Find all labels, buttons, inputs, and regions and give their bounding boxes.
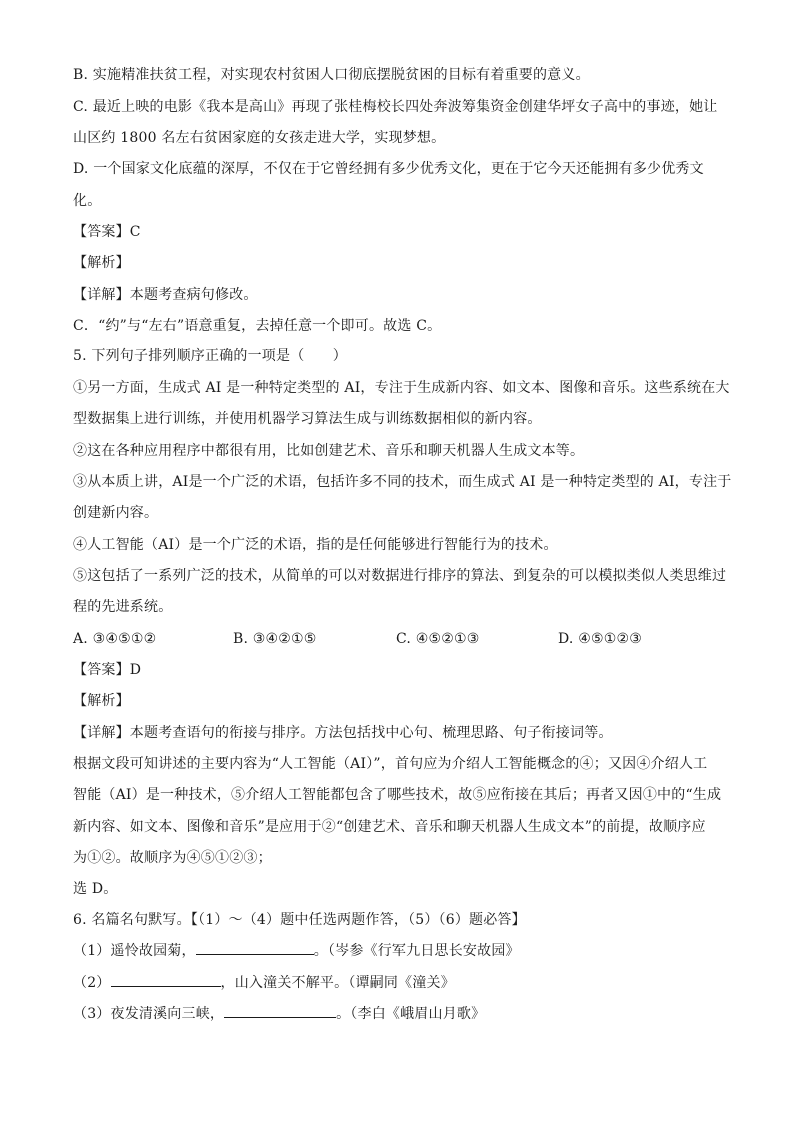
fill-blank-3-prefix: （3）夜发清溪向三峡， bbox=[73, 1006, 225, 1022]
answer-blank-3[interactable] bbox=[224, 1003, 336, 1018]
option-d-text-line1: D. 一个国家文化底蕴的深厚，不仅在于它曾经拥有多少优秀文化，更在于它今天还能拥有多少优秀文 bbox=[73, 161, 704, 177]
sentence-1-line1: ①另一方面，生成式 AI 是一种特定类型的 AI，专注于生成新内容、如文本、图像和音乐。这些系统在大 bbox=[73, 380, 730, 396]
explanation-q5-line2: 智能（AI）是一种技术，⑤介绍人工智能都包含了哪些技术，故⑤应衔接在其后；再者又因①中的“生成 bbox=[73, 787, 722, 803]
fill-blank-2-prefix: （2） bbox=[73, 975, 111, 991]
option-c-text-line2: 山区约 1800 名左右贫困家庭的女孩走进大学，实现梦想。 bbox=[73, 130, 446, 146]
fill-blank-3 bbox=[73, 1003, 723, 1025]
sentence-1-line2: 型数据集上进行训练，并使用机器学习算法生成与训练数据相似的新内容。 bbox=[73, 411, 542, 427]
sentence-5-line2: 程的先进系统。 bbox=[73, 599, 173, 615]
explanation-q5-line4: 为①②。故顺序为④⑤①②③； bbox=[73, 850, 272, 866]
option-b-q5: B. ③④②①⑤ bbox=[233, 631, 317, 647]
detail-q5: 【详解】本题考查语句的衔接与排序。方法包括找中心句、梳理思路、句子衔接词等。 bbox=[73, 725, 613, 741]
detail-q4: 【详解】本题考查病句修改。 bbox=[73, 287, 258, 303]
answer-label-q5: 【答案】D bbox=[73, 662, 142, 678]
option-a-q5: A. ③④⑤①② bbox=[73, 631, 157, 647]
fill-blank-1 bbox=[73, 940, 723, 962]
fill-blank-1-prefix: （1）遥怜故园菊， bbox=[73, 943, 196, 959]
answer-blank-2[interactable] bbox=[111, 972, 221, 987]
question-5-stem: 5. 下列句子排列顺序正确的一项是（ ） bbox=[73, 348, 348, 364]
fill-blank-2 bbox=[73, 972, 723, 994]
option-b-text: B. 实施精准扶贫工程，对实现农村贫困人口彻底摆脱贫困的目标有着重要的意义。 bbox=[73, 67, 590, 83]
explanation-q4: C．“约”与“左右”语意重复，去掉任意一个即可。故选 C。 bbox=[73, 318, 442, 334]
sentence-5-line1: ⑤这包括了一系列广泛的技术，从简单的可以对数据进行排序的算法、到复杂的可以模拟类似人类思维过 bbox=[73, 568, 727, 584]
question-6-stem: 6. 名篇名句默写。【（1）～（4）题中任选两题作答，（5）（6）题必答】 bbox=[73, 912, 526, 928]
option-c-text-line1: C. 最近上映的电影《我本是高山》再现了张桂梅校长四处奔波筹集资金创建华坪女子高中的事迹，她让 bbox=[73, 99, 718, 115]
option-d-q5: D. ④⑤①②③ bbox=[558, 631, 642, 647]
explanation-q5-line5: 选 D。 bbox=[73, 881, 118, 897]
fill-blank-3-suffix: 。（李白《峨眉山月歌》 bbox=[336, 1006, 486, 1022]
options-row-q5 bbox=[73, 628, 723, 650]
sentence-2: ②这在各种应用程序中都很有用，比如创建艺术、音乐和聊天机器人生成文本等。 bbox=[73, 443, 585, 459]
fill-blank-1-suffix: 。（岑参《行军九日思长安故园》 bbox=[313, 943, 520, 959]
option-c-q5: C. ④⑤②①③ bbox=[396, 631, 480, 647]
analysis-label-q5: 【解析】 bbox=[73, 693, 130, 709]
answer-blank-1[interactable] bbox=[196, 940, 314, 955]
answer-label-q4: 【答案】C bbox=[73, 224, 141, 240]
option-d-text-line2: 化。 bbox=[73, 193, 102, 209]
analysis-label-q4: 【解析】 bbox=[73, 255, 130, 271]
explanation-q5-line3: 新内容、如文本、图像和音乐”是应用于②“创建艺术、音乐和聊天机器人生成文本”的前提，故顺序应 bbox=[73, 819, 706, 835]
explanation-q5-line1: 根据文段可知讲述的主要内容为“人工智能（AI）”，首句应为介绍人工智能概念的④；又因④介绍人工 bbox=[73, 756, 708, 772]
fill-blank-2-suffix: ，山入潼关不解平。（谭嗣同《潼关》 bbox=[220, 975, 455, 991]
sentence-3-line1: ③从本质上讲，AI是一个广泛的术语，包括许多不同的技术，而生成式 AI 是一种特定类型的 AI，专注于 bbox=[73, 474, 732, 490]
sentence-4: ④人工智能（AI）是一个广泛的术语，指的是任何能够进行智能行为的技术。 bbox=[73, 537, 558, 553]
sentence-3-line2: 创建新内容。 bbox=[73, 505, 159, 521]
